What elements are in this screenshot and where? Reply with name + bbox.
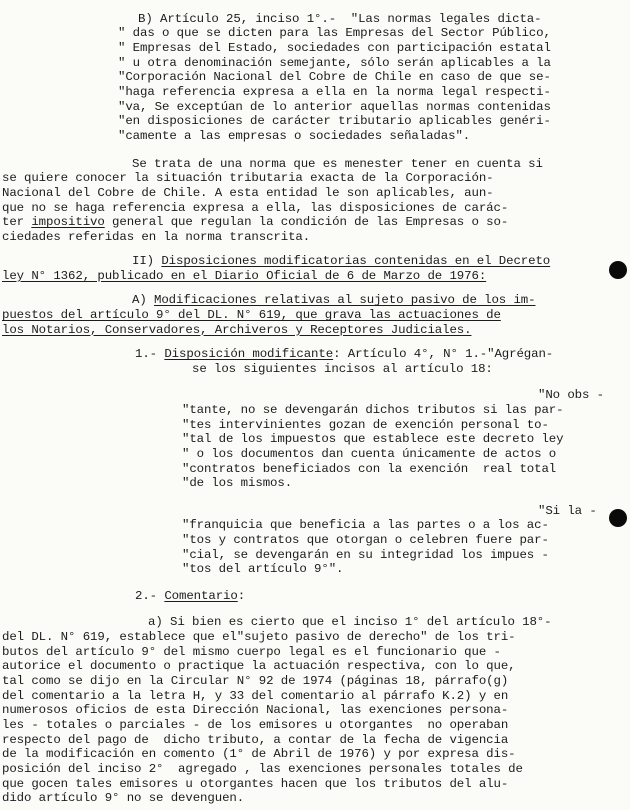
article-quote-line: "Corporación Nacional del Cobre de Chile en caso de que se-: [118, 70, 551, 85]
body-paragraph-line: que no se haga referencia expresa a ella, las disposiciones de carác-: [2, 200, 509, 215]
comment-paragraph-line: butos del artículo 9° del mismo cuerpo legal es el funcionario que -: [2, 644, 501, 659]
body-paragraph-line: se quiere conocer la situación tributaria exacta de la Corporación-: [2, 171, 494, 186]
article-quote-line: " Empresas del Estado, sociedades con participación estatal: [118, 41, 551, 56]
item-text: :: [237, 588, 246, 603]
body-paragraph-line: Se trata de una norma que es menester tener en cuenta si: [132, 156, 543, 171]
quoted-inciso-line: "contratos beneficiados con la exención real total: [182, 461, 557, 476]
comment-paragraph-line: tal como se dijo en la Circular N° 92 de 1974 (páginas 18, párrafo(g): [2, 673, 509, 688]
numbered-item: [135, 589, 245, 603]
item-title: Disposición modificante: [164, 347, 334, 362]
section-number: II): [132, 254, 162, 269]
quoted-inciso-line: "tes intervinientes gozan de exención personal to-: [182, 417, 549, 432]
underlined-term: impositivo: [31, 215, 105, 230]
section-heading: [132, 254, 550, 268]
subsection-title: los Notarios, Conservadores, Archiveros y Receptores Judiciales.: [2, 322, 472, 337]
article-quote-line: " u otra denominación semejante, sólo serán aplicables a la: [118, 55, 551, 70]
section-title: ley N° 1362, publicado en el Diario Oficial de 6 de Marzo de 1976:: [2, 268, 487, 283]
subsection-letter: A): [132, 293, 155, 308]
subsection-title: Modificaciones relativas al sujeto pasivo de los im-: [154, 293, 536, 308]
body-text: ter: [2, 215, 32, 230]
article-quote-line: B) Artículo 25, inciso 1°.- "Las normas legales dicta-: [138, 11, 542, 26]
subsection-heading: [132, 293, 535, 307]
quoted-inciso-line: "cial, se devengarán en su integridad los impues -: [182, 547, 549, 562]
article-quote-line: "haga referencia expresa a ella en la norma legal respecti-: [118, 85, 551, 100]
quoted-inciso-line: "franquicia que beneficia a las partes o a los ac-: [182, 518, 549, 533]
quoted-inciso-line: "tante, no se devengarán dichos tributos si las par-: [182, 402, 564, 417]
quoted-inciso-line: "tos y contratos que otorgan o celebren fuere par-: [182, 533, 549, 547]
comment-paragraph-line: les - totales o parciales - de los emisores u otorgantes no operaban: [2, 717, 509, 732]
numbered-item-line: se los siguientes incisos al artículo 18:: [192, 361, 493, 376]
quoted-inciso-line: "No obs -: [538, 388, 605, 403]
body-paragraph-line: ciedades referidas en la norma transcrita.: [2, 229, 311, 244]
numbered-item: [135, 347, 553, 361]
comment-paragraph-line: numerosos oficios de esta Dirección Nacional, las exenciones persona-: [2, 703, 509, 718]
comment-paragraph-line: de la modificación en comento (1° de Abril de 1976) y por expresa dis-: [2, 747, 516, 762]
quoted-inciso-line: "de los mismos.: [182, 476, 293, 491]
quoted-inciso-line: "Si la -: [538, 503, 597, 518]
comment-paragraph-line: autorice el documento o practique la actuación respectiva, con lo que,: [2, 659, 516, 674]
comment-paragraph-line: que gocen tales emisores u otorgantes hacen que los tributos del alu-: [2, 776, 509, 791]
comment-paragraph-line: del DL. N° 619, establece que el"sujeto pasivo de derecho" de los tri-: [2, 629, 516, 644]
item-number: 1.-: [135, 347, 165, 362]
comment-paragraph-line: respecto del pago de dicho tributo, a contar de la fecha de vigencia: [2, 732, 509, 747]
subsection-title: puestos del artículo 9° del DL. N° 619, que grava las actuaciones de: [2, 308, 501, 323]
comment-paragraph-line: posición del inciso 2° agregado , las exenciones personales totales de: [2, 761, 523, 776]
article-quote-line: "en disposiciones de carácter tributario aplicables genéri-: [118, 114, 551, 129]
article-quote-line: " das o que se dicten para las Empresas del Sector Público,: [118, 26, 551, 41]
quoted-inciso-line: "tos del artículo 9°".: [182, 562, 344, 577]
quoted-inciso-line: " o los documentos dan cuenta únicamente de actos o: [182, 446, 557, 461]
comment-paragraph-line: del comentario a la letra H, y 33 del comentario al párrafo K.2) y en: [2, 688, 509, 703]
item-title: Comentario: [164, 588, 238, 603]
article-quote-line: "camente a las empresas o sociedades señaladas".: [118, 129, 471, 144]
item-text: : Artículo 4°, N° 1.-"Agrégan-: [333, 347, 554, 362]
body-paragraph-line: [2, 215, 508, 229]
comment-paragraph-line: a) Si bien es cierto que el inciso 1° del artículo 18°-: [148, 615, 552, 630]
body-paragraph-line: Nacional del Cobre de Chile. A esta entidad le son aplicables, aun-: [2, 185, 494, 200]
punch-hole: [609, 261, 627, 279]
punch-hole: [609, 509, 627, 527]
item-number: 2.-: [135, 588, 165, 603]
section-title: Disposiciones modificatorias contenidas en el Decreto: [161, 254, 551, 269]
body-text: general que regulan la condición de las Empresas o so-: [104, 215, 509, 230]
article-quote-line: "va, Se exceptúan de lo anterior aquellas normas contenidas: [118, 99, 551, 114]
comment-paragraph-line: dido artículo 9° no se devenguen.: [2, 791, 245, 806]
quoted-inciso-line: "tal de los impuestos que establece este decreto ley: [182, 432, 564, 447]
